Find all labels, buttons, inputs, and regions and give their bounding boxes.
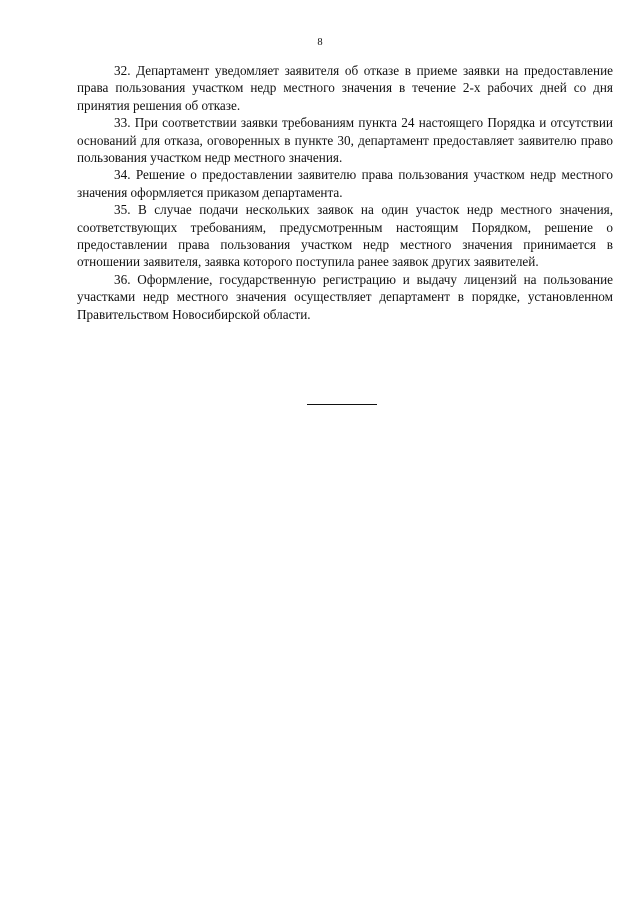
paragraph-34: 34. Решение о предоставлении заявителю права пользования участком недр местного значения оформляется приказом департамента. <box>77 167 613 200</box>
paragraph-36: 36. Оформление, государственную регистрацию и выдачу лицензий на пользование участками недр местного значения осуществляет департамент в порядке, установленном Правительством Новосибирской области. <box>77 271 613 322</box>
paragraph-32: 32. Департамент уведомляет заявителя об отказе в приеме заявки на предоставление права пользования участком недр местного значения в течение 2-х рабочих дней со дня принятия решения об отказе. <box>77 63 613 113</box>
paragraph-35: 35. В случае подачи нескольких заявок на один участок недр местного значения, соответствующих требованиям, предусмотренным настоящим Порядком, решение о предоставлении права пользования участком недр местного значения принимается в отношении заявителя, заявка которого поступила ранее заявок других заявителей. <box>77 202 613 270</box>
end-of-document-line <box>307 404 377 405</box>
document-body <box>77 62 613 323</box>
paragraph-33: 33. При соответствии заявки требованиям пункта 24 настоящего Порядка и отсутствии оснований для отказа, оговоренных в пункте 30, департамент предоставляет заявителю право пользования участком недр местного значения. <box>77 115 613 166</box>
page-number: 8 <box>317 37 323 48</box>
